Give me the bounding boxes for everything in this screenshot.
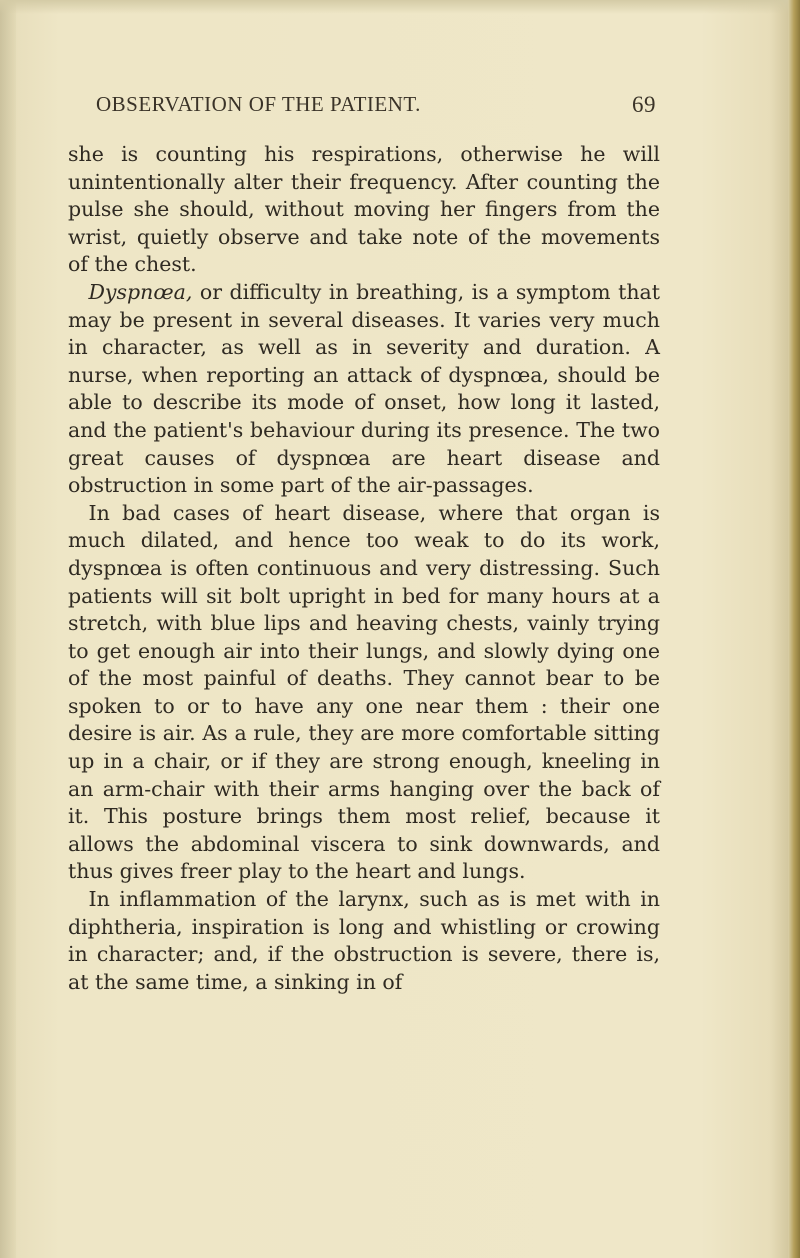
running-head xyxy=(96,92,656,122)
paragraph-heart-disease xyxy=(68,500,660,886)
page-gutter-shadow xyxy=(0,0,16,1258)
paragraph-text: In bad cases of heart disease, where that organ is much dilated, and hence too weak to do its work, dyspnœa is often continuous and very distressing. Such patients will sit bolt upright in bed for many hours at a stretch, with blue lips and heaving chests, vainly trying to get enough air into their lungs, and slowly dying one of the most painful of deaths. They cannot bear to be spoken to or to have any one near them : their one desire is air. As a rule, they are more comfortable sitting up in a chair, or if they are strong enough, kneeling in an arm-chair with their arms hanging over the back of it. This posture brings them most relief, because it allows the abdominal viscera to sink downwards, and thus gives freer play to the heart and lungs. xyxy=(68,500,660,884)
running-title: OBSERVATION OF THE PATIENT. xyxy=(96,92,421,116)
paragraph-text: In inflammation of the larynx, such as is met with in diphtheria, inspiration is long and whistling or crowing in character; and, if the obstruction is severe, there is, at the same time, a sinking in of xyxy=(68,887,660,994)
paragraph-continuation xyxy=(68,141,660,279)
body-text xyxy=(68,141,660,996)
paragraph-italic-lead: Dyspnœa, xyxy=(88,279,193,304)
paragraph-text: she is counting his respirations, otherwise he will unintentionally alter their frequency. After counting the pulse she should, without moving her fingers from the wrist, quietly observe and take note of the movements of the chest. xyxy=(68,142,660,277)
page-right-edge xyxy=(788,0,800,1258)
paragraph-larynx xyxy=(68,886,660,996)
page-number: 69 xyxy=(632,92,656,117)
paragraph-text: or difficulty in breathing, is a symptom that may be present in several diseases. It varies very much in character, as well as in severity and duration. A nurse, when reporting an attack of dyspnœa, should be able to describe its mode of onset, how long it lasted, and the patient's behaviour during its presence. The two great causes of dyspnœa are heart disease and obstruction in some part of the air-passages. xyxy=(68,279,660,498)
paragraph-dyspnoea xyxy=(68,279,660,500)
page-top-shadow xyxy=(0,0,800,14)
